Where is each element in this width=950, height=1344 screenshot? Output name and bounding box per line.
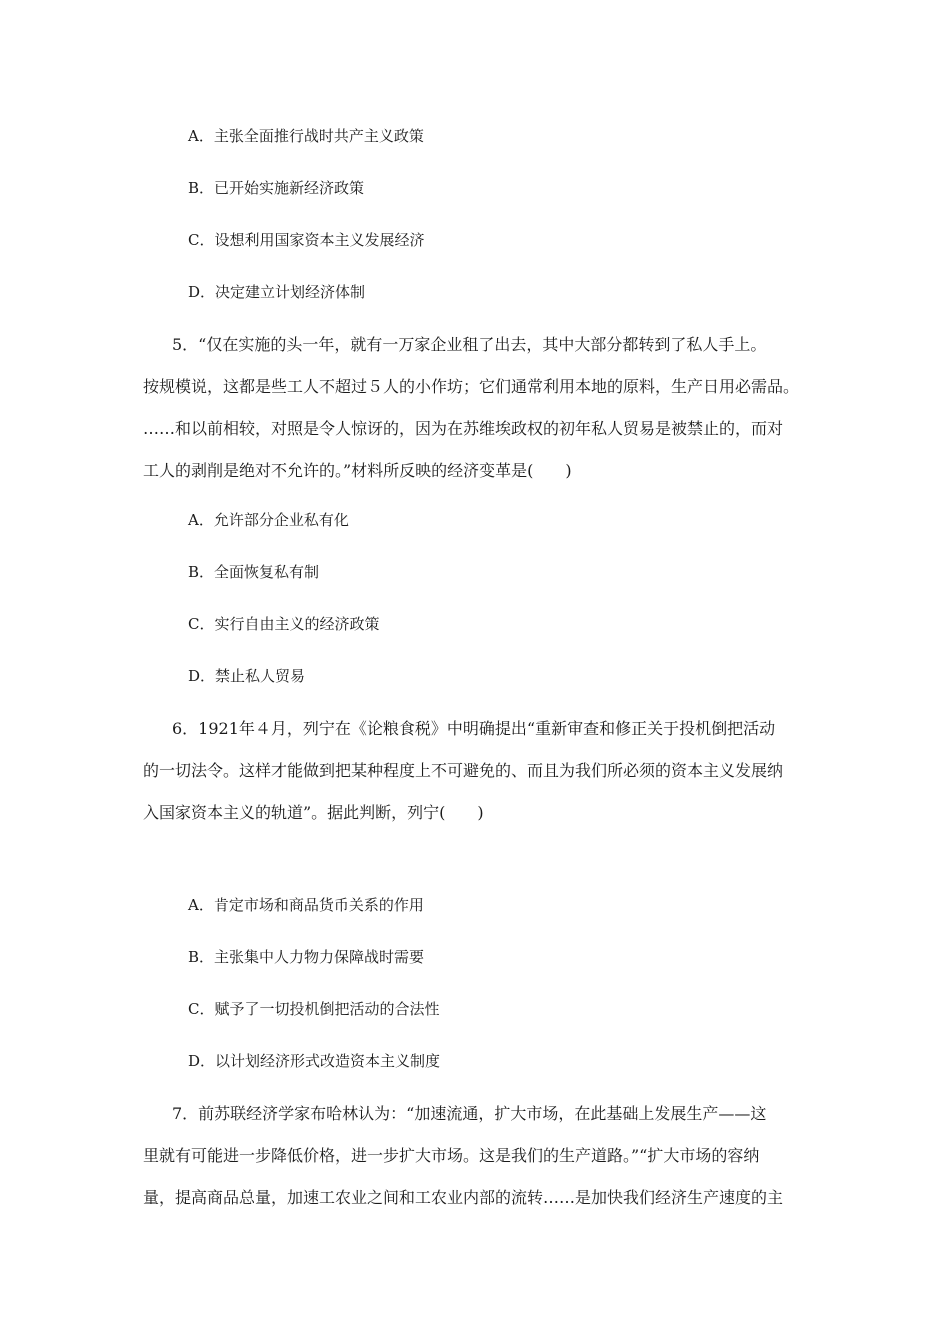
q6-option-a: A．肯定市场和商品货币关系的作用 xyxy=(188,896,424,914)
q6-option-c: C．赋予了一切投机倒把活动的合法性 xyxy=(188,1000,440,1018)
q4-option-c: C．设想利用国家资本主义发展经济 xyxy=(188,231,425,249)
q5-option-a: A．允许部分企业私有化 xyxy=(188,511,349,529)
q6-stem-line-3: 入国家资本主义的轨道”。据此判断，列宁( ) xyxy=(143,803,484,822)
q6-stem-line-1: 6．1921年４月，列宁在《论粮食税》中明确提出“重新审查和修正关于投机倒把活动 xyxy=(172,719,776,738)
q6-option-b: B．主张集中人力物力保障战时需要 xyxy=(188,948,425,966)
q4-option-d: D．决定建立计划经济体制 xyxy=(188,283,366,301)
q6-option-d: D．以计划经济形式改造资本主义制度 xyxy=(188,1052,441,1070)
q5-stem-line-2: 按规模说，这都是些工人不超过５人的小作坊；它们通常利用本地的原料，生产日用必需品。 xyxy=(143,377,800,396)
q5-stem-line-1: 5．“仅在实施的头一年，就有一万家企业租了出去，其中大部分都转到了私人手上。 xyxy=(172,335,767,354)
q5-stem-line-4: 工人的剥削是绝对不允许的。”材料所反映的经济变革是( ) xyxy=(143,461,572,480)
q5-stem-line-3: ……和以前相较，对照是令人惊讶的，因为在苏维埃政权的初年私人贸易是被禁止的，而对 xyxy=(143,419,784,438)
q4-option-a: A．主张全面推行战时共产主义政策 xyxy=(188,127,424,145)
q5-option-b: B．全面恢复私有制 xyxy=(188,563,320,581)
q7-stem-line-1: 7．前苏联经济学家布哈林认为：“加速流通，扩大市场，在此基础上发展生产——这 xyxy=(172,1104,767,1123)
q5-option-c: C．实行自由主义的经济政策 xyxy=(188,615,380,633)
q6-stem-line-2: 的一切法令。这样才能做到把某种程度上不可避免的、而且为我们所必须的资本主义发展纳 xyxy=(143,761,784,780)
q4-option-b: B．已开始实施新经济政策 xyxy=(188,179,365,197)
q7-stem-line-3: 量，提高商品总量，加速工农业之间和工农业内部的流转……是加快我们经济生产速度的主 xyxy=(143,1188,784,1207)
q5-option-d: D．禁止私人贸易 xyxy=(188,667,306,685)
q7-stem-line-2: 里就有可能进一步降低价格，进一步扩大市场。这是我们的生产道路。”“扩大市场的容纳 xyxy=(143,1146,760,1165)
